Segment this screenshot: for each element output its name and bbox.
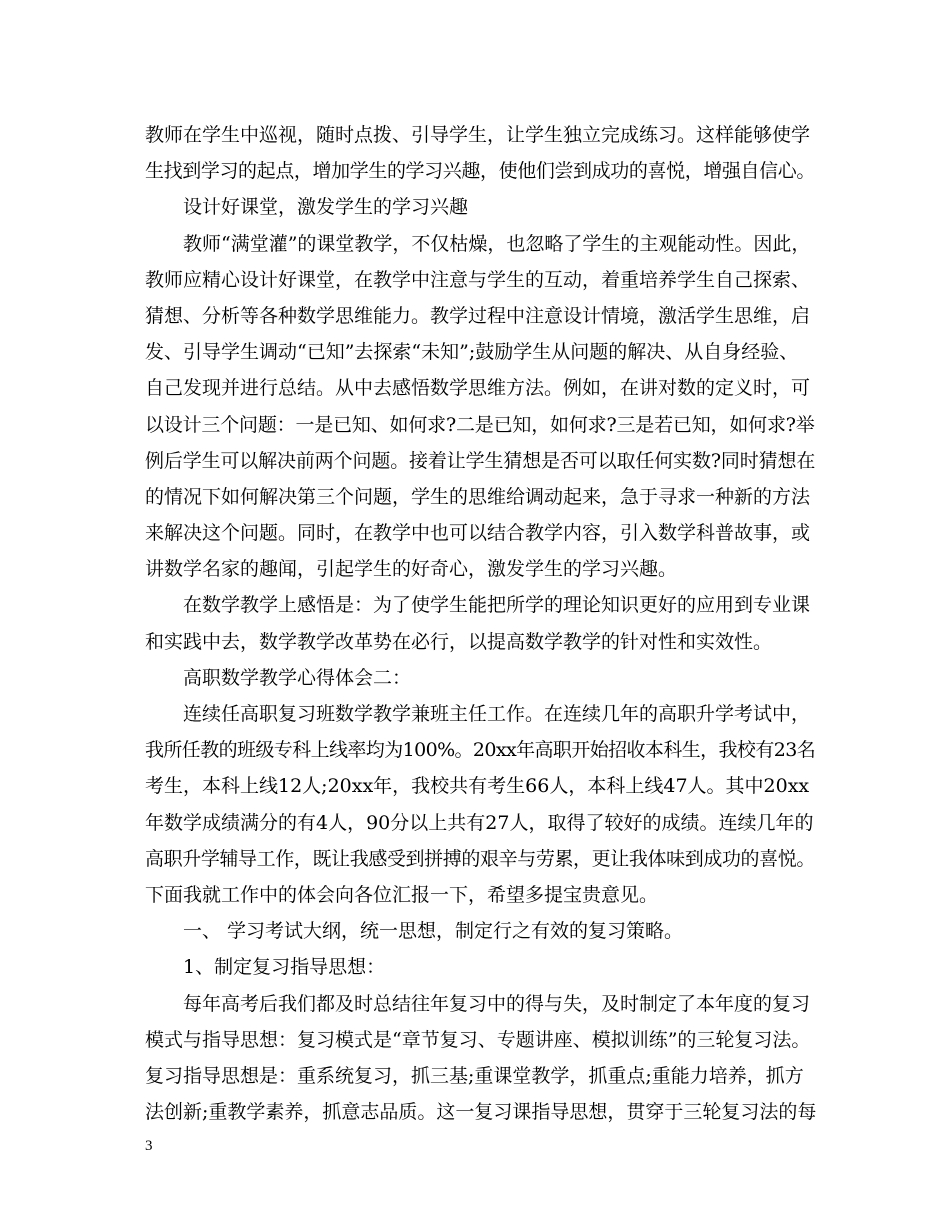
- text-line: 高职数学教学心得体会二：: [183, 666, 412, 689]
- text-line: 我所任教的班级专科上线率均为100%。20xx年高职开始招收本科生，我校有23名: [145, 739, 816, 762]
- document-body: [145, 117, 815, 1130]
- text-line: 发、引导学生调动“已知”去探索“未知”;鼓励学生从问题的解决、从自身经验、: [145, 341, 799, 364]
- text-line: 复习指导思想是：重系统复习，抓三基;重课堂教学，抓重点;重能力培养，抓方: [145, 1064, 804, 1087]
- text-line: 高职升学辅导工作，既让我感受到拼搏的艰辛与劳累，更让我体味到成功的喜悦。: [145, 847, 816, 870]
- text-line: 例后学生可以解决前两个问题。接着让学生猜想是否可以取任何实数?同时猜想在: [145, 449, 816, 472]
- text-line: 的情况下如何解决第三个问题，学生的思维给调动起来，急于寻求一种新的方法: [145, 485, 811, 508]
- text-line: 教师在学生中巡视，随时点拨、引导学生，让学生独立完成练习。这样能够使学: [145, 124, 811, 146]
- text-line: 一、 学习考试大纲，统一思想，制定行之有效的复习策略。: [183, 920, 684, 943]
- text-line: 下面我就工作中的体会向各位汇报一下，希望多提宝贵意见。: [145, 883, 659, 906]
- text-line: 模式与指导思想：复习模式是“章节复习、专题讲座、模拟训练”的三轮复习法。: [145, 1028, 811, 1051]
- text-line: 猜想、分析等各种数学思维能力。教学过程中注意设计情境，激活学生思维，启: [145, 304, 811, 327]
- text-line: 年数学成绩满分的有4人，90分以上共有27人，取得了较好的成绩。连续几年的: [145, 811, 814, 834]
- text-line: 和实践中去，数学教学改革势在必行，以提高数学教学的针对性和实效性。: [145, 630, 773, 653]
- text-line: 连续任高职复习班数学教学兼班主任工作。在连续几年的高职升学考试中，: [183, 703, 811, 725]
- text-line: 讲数学名家的趣闻，引起学生的好奇心，激发学生的学习兴趣。: [145, 558, 678, 581]
- text-line: 以设计三个问题：一是已知、如何求?二是已知，如何求?三是若已知，如何求?举: [145, 413, 815, 436]
- text-line: 在数学教学上感悟是：为了使学生能把所学的理论知识更好的应用到专业课: [183, 594, 811, 617]
- text-line: 生找到学习的起点，增加学生的学习兴趣，使他们尝到成功的喜悦，增强自信心。: [145, 160, 816, 183]
- text-line: 教师“满堂灌”的课堂教学，不仅枯燥，也忽略了学生的主观能动性。因此，: [183, 232, 811, 255]
- page-number: 3: [145, 1138, 153, 1154]
- text-line: 考生，本科上线12人;20xx年，我校共有考生66人，本科上线47人。其中20xx: [145, 775, 810, 798]
- text-line: 自己发现并进行总结。从中去感悟数学思维方法。例如，在讲对数的定义时，可: [145, 377, 811, 400]
- text-line: 设计好课堂，激发学生的学习兴趣: [183, 196, 469, 219]
- text-line: 法创新;重教学素养，抓意志品质。这一复习课指导思想，贯穿于三轮复习法的每: [145, 1101, 817, 1124]
- text-line: 教师应精心设计好课堂，在教学中注意与学生的互动，着重培养学生自己探索、: [145, 268, 811, 291]
- text-line: 来解决这个问题。同时，在教学中也可以结合教学内容，引入数学科普故事，或: [145, 522, 811, 545]
- text-line: 每年高考后我们都及时总结往年复习中的得与失，及时制定了本年度的复习: [183, 992, 811, 1015]
- text-line: 1、制定复习指导思想：: [183, 956, 386, 979]
